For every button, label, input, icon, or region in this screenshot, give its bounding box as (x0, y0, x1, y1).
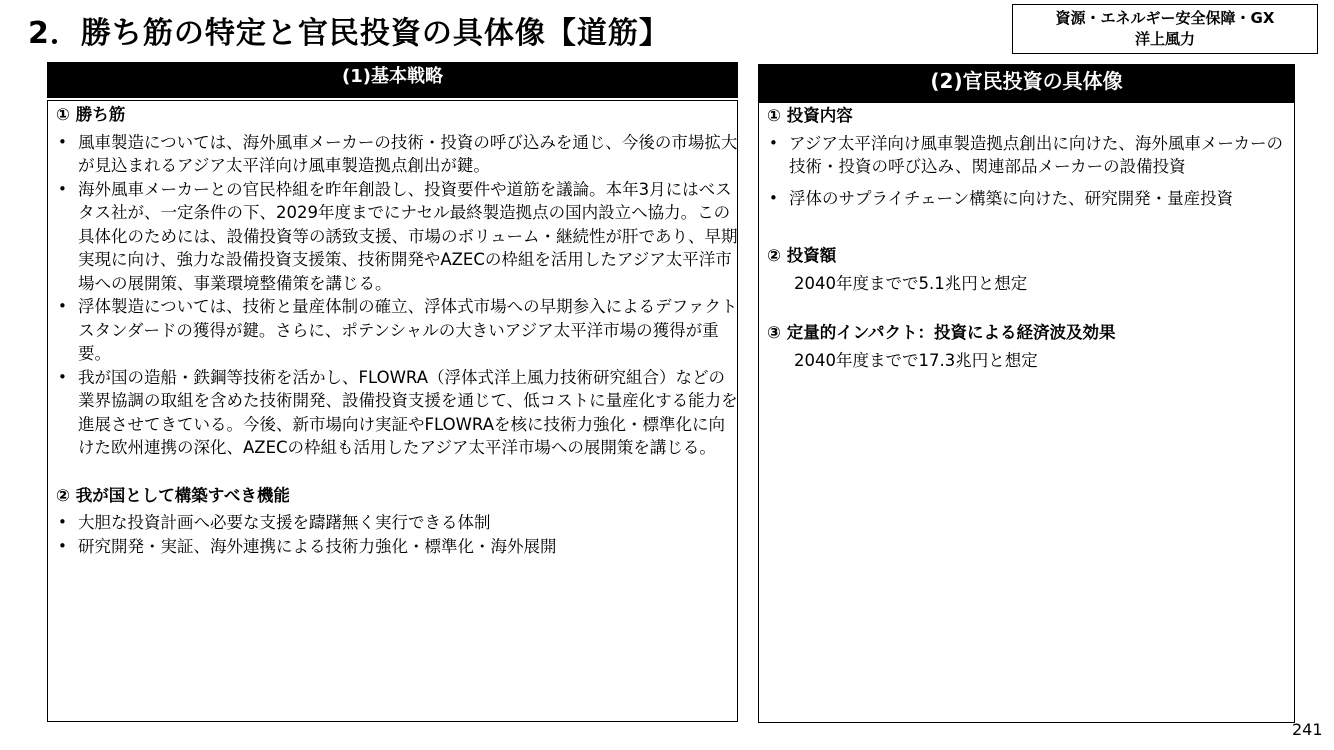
category-tag-line2: 洋上風力 (1134, 30, 1195, 48)
winning-path-title: ① 勝ち筋 (56, 105, 126, 124)
winning-path-list (56, 131, 738, 460)
list-item: • 浮体製造については、技術と量産体制の確立、浮体式市場への早期参入によるデファクトスタンダードの獲得が鍵。さらに、ポテンシャルの大きいアジア太平洋市場の獲得が重要。 (56, 295, 738, 366)
list-item: • アジア太平洋向け風車製造拠点創出に向けた、海外風車メーカーの技術・投資の呼び込み、関連部品メーカーの設備投資 (767, 132, 1289, 179)
list-item: • 研究開発・実証、海外連携による技術力強化・標準化・海外展開 (56, 535, 738, 559)
investment-content-list (767, 132, 1289, 211)
required-functions-list (56, 511, 738, 558)
investment-body (767, 104, 1289, 372)
basic-strategy-header: (1)基本戦略 (47, 62, 738, 98)
page-title: 2．勝ち筋の特定と官民投資の具体像【道筋】 (28, 16, 670, 51)
page-number: 241 (1292, 720, 1323, 739)
impact-text: 2040年度までで17.3兆円と想定 (794, 350, 1038, 370)
list-item: • 我が国の造船・鉄鋼等技術を活かし、FLOWRA（浮体式洋上風力技術研究組合）などの業界協調の取組を含めた技術開発、設備投資支援を通じて、低コストに量産化する能力を進展させてきている。今後、新市場向け実証やFLOWRAを核に技術力強化・標準化に向けた欧州連携の深化、AZECの枠組も活用したアジア太平洋市場への展開策を講じる。 (56, 366, 738, 460)
investment-header: (2)官民投資の具体像 (758, 64, 1295, 102)
category-tag (1012, 4, 1318, 54)
required-functions-title: ② 我が国として構築すべき機能 (56, 485, 290, 505)
list-item: • 風車製造については、海外風車メーカーの技術・投資の呼び込みを通じ、今後の市場拡大が見込まれるアジア太平洋向け風車製造拠点創出が鍵。 (56, 131, 738, 178)
basic-strategy-body (56, 103, 738, 558)
impact-title: ③ 定量的インパクト：投資による経済波及効果 (767, 323, 1116, 342)
investment-amount-title: ② 投資額 (767, 246, 837, 265)
investment-amount-text: 2040年度までで5.1兆円と想定 (794, 273, 1028, 293)
list-item: • 浮体のサプライチェーン構築に向けた、研究開発・量産投資 (767, 187, 1289, 211)
investment-content-title: ① 投資内容 (767, 106, 853, 125)
list-item: • 大胆な投資計画へ必要な支援を躊躇無く実行できる体制 (56, 511, 738, 535)
list-item: • 海外風車メーカーとの官民枠組を昨年創設し、投資要件や道筋を議論。本年3月にはベスタス社が、一定条件の下、2029年度までにナセル最終製造拠点の国内設立へ協力。この具体化のためには、設備投資等の誘致支援、市場のボリューム・継続性が肝であり、早期実現に向け、強力な設備投資支援策、技術開発やAZECの枠組を活用したアジア太平洋市場への展開策、事業環境整備策を講じる。 (56, 178, 738, 296)
category-tag-line1: 資源・エネルギー安全保障・GX (1055, 9, 1275, 27)
